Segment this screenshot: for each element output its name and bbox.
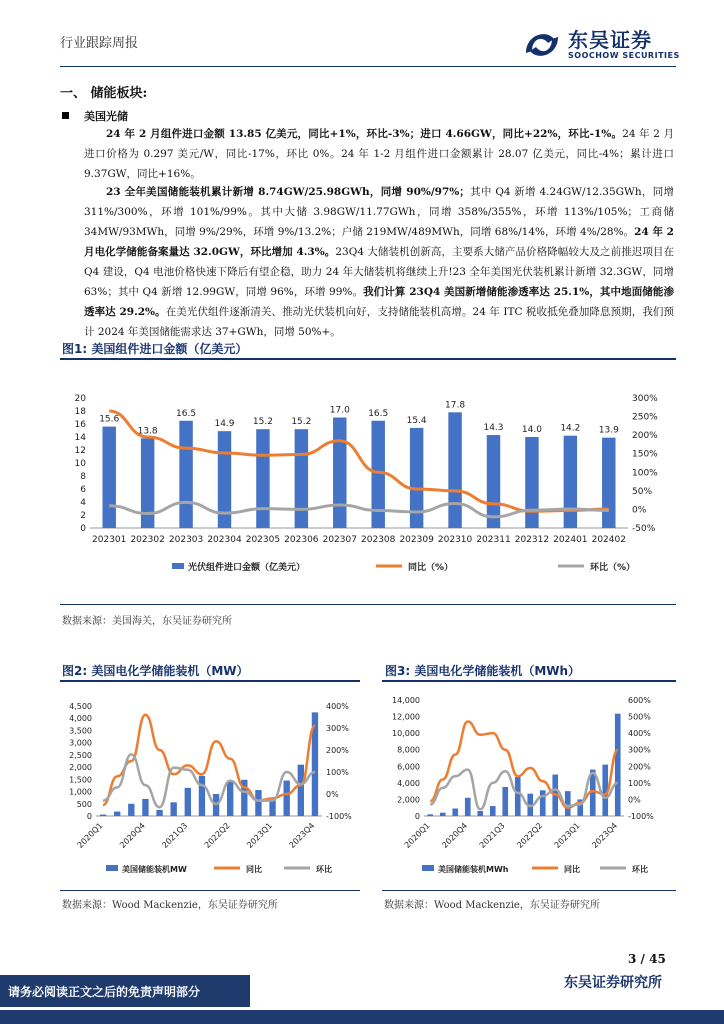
y-left-tick-label: 500 — [76, 799, 92, 809]
y-left-tick-label: 0 — [414, 812, 420, 821]
x-tick-label: 202302 — [130, 535, 165, 545]
y-left-tick-label: 12,000 — [392, 712, 420, 722]
legend-label: 同比 — [564, 865, 580, 874]
x-tick-label: 2021Q3 — [160, 821, 190, 850]
bar — [333, 418, 346, 529]
footer-disclaimer: 请务必阅读正文之后的免责声明部分 — [8, 985, 201, 999]
y-left-tick-label: 2,500 — [69, 750, 92, 760]
figure-3-title: 图3: 美国电化学储能装机（MWh） — [385, 664, 581, 678]
x-tick-label: 202402 — [591, 535, 626, 545]
p2-mid: 其中 Q4 新增 4.24GW/12.35GWh，同增 311%/300%，环增 101%/99%。其中大储 3.98GW/11.77GWh，同增 358%/355%，环增 113%/105%；工商储 34MW/93MWh，同增 9%/29%，环增 9%/13.2%；户储 219MW/489MWh，同增 68%/14%，环增 4%/28%。 — [84, 186, 675, 238]
bar — [179, 421, 192, 528]
y-right-tick-label: 600% — [628, 696, 651, 705]
y-left-tick-label: 3,000 — [69, 738, 92, 748]
x-tick-label: 2023Q1 — [552, 821, 582, 850]
page-number: 3 / 45 — [628, 952, 666, 966]
x-tick-label: 202301 — [92, 535, 127, 545]
y-left-tick-label: 6,000 — [397, 762, 420, 772]
bar — [128, 804, 134, 816]
y-right-tick-label: -50% — [632, 524, 656, 534]
y-right-tick-label: 0% — [326, 790, 339, 799]
bar — [448, 412, 461, 528]
bar — [564, 436, 577, 528]
y-left-tick-label: 3,500 — [69, 726, 92, 736]
legend-swatch — [172, 563, 184, 569]
y-right-tick-label: 500% — [628, 712, 651, 722]
bar-data-label: 15.2 — [291, 417, 312, 428]
bar-data-label: 14.9 — [214, 419, 235, 430]
x-tick-label: 2023Q1 — [245, 821, 274, 850]
bar-data-label: 13.9 — [598, 425, 619, 436]
x-tick-label: 202312 — [514, 535, 550, 545]
p2-bold-1: 23 全年美国储能装机累计新增 8.74GW/25.98GWh，同增 90%/97%； — [106, 186, 470, 198]
x-tick-label: 2020Q4 — [118, 821, 147, 850]
x-tick-label: 2022Q2 — [202, 821, 232, 850]
y-left-tick-label: 0 — [80, 524, 86, 534]
bar-data-label: 16.5 — [176, 408, 197, 419]
p1-rest: 24 年 2 月进口价格为 0.297 美元/W，同比-17%，环比 0%。24 年 1-2 月组件进口金额累计 28.07 亿美元，同比-4%；累计进口 9.37GW，同比+16%。 — [84, 128, 675, 180]
bar — [465, 798, 471, 816]
legend-label: 同比 — [246, 865, 262, 874]
figure-2-source: 数据来源：Wood Mackenzie，东吴证券研究所 — [62, 900, 278, 911]
legend-label: 环比 — [316, 865, 332, 874]
y-left-tick-label: 0 — [86, 812, 92, 821]
bar — [452, 809, 458, 816]
legend-swatch — [422, 865, 434, 871]
bar — [255, 790, 261, 816]
x-tick-label: 202303 — [168, 535, 204, 545]
x-tick-label: 2023Q4 — [287, 821, 317, 850]
p2-rest: 23Q4 大储装机创新高，主要系大储产品价格降幅较大及之前推迟项目在 Q4 建设，Q4 电池价格快速下降后有望企稳，助力 24 年大储装机将继续上升!23 全年美国光伏装机累计新增 32.3GW，同增 63%；其中 Q4 新增 12.99GW，同增 96%，环增 99%。 — [84, 246, 674, 298]
paragraph-2 — [84, 182, 674, 342]
legend-swatch — [106, 865, 118, 871]
x-tick-label: 2023Q4 — [590, 821, 620, 850]
y-left-tick-label: 2 — [80, 511, 86, 521]
bar — [256, 429, 269, 528]
y-left-tick-label: 1,500 — [69, 775, 92, 785]
bar-data-label: 16.5 — [368, 408, 389, 419]
y-left-tick-label: 10 — [74, 459, 86, 469]
y-left-tick-label: 16 — [74, 420, 86, 430]
y-left-tick-label: 12 — [74, 446, 86, 456]
footer-institute: 东吴证券研究所 — [564, 975, 662, 991]
bar — [490, 806, 496, 816]
x-tick-label: 202304 — [207, 535, 242, 545]
x-tick-label: 202311 — [476, 535, 511, 545]
y-left-tick-label: 18 — [74, 407, 86, 417]
bar — [298, 765, 304, 816]
legend-label: 环比（%） — [590, 563, 636, 573]
figure-3-source: 数据来源：Wood Mackenzie，东吴证券研究所 — [384, 900, 600, 911]
bar — [171, 802, 177, 816]
legend-label: 光伏组件进口金额（亿美元） — [188, 563, 306, 573]
bar-data-label: 14.2 — [560, 423, 581, 434]
section-title: 一、 储能板块: — [60, 86, 148, 101]
y-right-tick-label: 100% — [628, 778, 651, 788]
y-left-tick-label: 2,000 — [397, 795, 420, 805]
bar — [142, 799, 148, 816]
legend-label: 同比（%） — [408, 563, 454, 573]
legend-label: 环比 — [632, 865, 648, 874]
bar — [199, 776, 205, 816]
y-left-tick-label: 8 — [80, 472, 86, 482]
x-tick-label: 202310 — [437, 535, 473, 545]
bar — [295, 429, 308, 528]
figure-2-bottom-rule — [60, 890, 360, 891]
y-left-tick-label: 4,000 — [397, 778, 420, 788]
bar — [102, 427, 115, 528]
bar-data-label: 15.2 — [252, 417, 273, 428]
y-left-tick-label: 14,000 — [392, 696, 420, 705]
logo-text-cn: 东吴证券 — [568, 28, 652, 52]
legend-label: 美国储能装机MW — [122, 865, 187, 874]
y-right-tick-label: 200% — [632, 431, 658, 442]
figure-1-source: 数据来源：美国海关，东吴证券研究所 — [62, 616, 232, 627]
y-right-tick-label: 300% — [632, 394, 658, 404]
series-line — [430, 770, 618, 810]
y-right-tick-label: 100% — [326, 768, 349, 777]
y-right-tick-label: 0% — [628, 795, 641, 805]
y-left-tick-label: 1,000 — [69, 787, 92, 797]
paragraph-1 — [84, 124, 674, 184]
y-left-tick-label: 8,000 — [397, 745, 420, 755]
y-right-tick-label: -100% — [326, 812, 352, 821]
subsection-title: 美国光储 — [84, 110, 128, 123]
y-right-tick-label: 50% — [632, 486, 653, 497]
x-tick-label: 2020Q1 — [75, 821, 105, 850]
bar — [615, 714, 621, 816]
figure-3-bottom-rule — [382, 890, 676, 891]
bar — [525, 437, 538, 528]
bar — [284, 781, 290, 816]
x-tick-label: 2022Q2 — [515, 821, 545, 850]
x-tick-label: 202401 — [553, 535, 588, 545]
y-right-tick-label: 100% — [632, 468, 658, 479]
bullet-square-icon — [62, 112, 69, 119]
bar-data-label: 15.6 — [99, 414, 120, 425]
chart-storage-mw — [60, 688, 362, 888]
x-tick-label: 202306 — [284, 535, 319, 545]
p2-end: 在美光伏组件逐渐清关、推动光伏装机向好，支持储能装机高增。24 年 ITC 税收抵免叠加降息预期，我们预计 2024 年美国储能需求达 37+GWh，同增 50%+。 — [84, 306, 674, 338]
y-left-tick-label: 4 — [80, 498, 86, 508]
bar-data-label: 14.0 — [521, 425, 542, 435]
bar — [602, 438, 615, 528]
footer-bottom-bar — [0, 1010, 724, 1024]
y-right-tick-label: -100% — [628, 812, 654, 821]
figure-2-title: 图2: 美国电化学储能装机（MW） — [62, 664, 249, 678]
y-right-tick-label: 400% — [326, 702, 349, 711]
y-right-tick-label: 200% — [326, 746, 349, 755]
y-left-tick-label: 6 — [80, 485, 86, 495]
figure-1-title: 图1: 美国组件进口金额（亿美元） — [62, 342, 248, 356]
y-left-tick-label: 2,000 — [69, 763, 92, 773]
y-right-tick-label: 250% — [632, 412, 658, 423]
bar — [185, 788, 191, 816]
y-left-tick-label: 14 — [74, 433, 86, 443]
chart-storage-mwh — [380, 688, 678, 888]
bar — [477, 811, 483, 816]
y-right-tick-label: 400% — [628, 729, 651, 739]
figure-3-rule — [382, 680, 676, 682]
y-right-tick-label: 300% — [628, 745, 651, 755]
bar-data-label: 17.8 — [445, 400, 466, 411]
y-right-tick-label: 200% — [628, 762, 651, 772]
figure-1-rule — [60, 358, 676, 360]
chart-module-import-value — [60, 368, 676, 600]
p2-bold-3: 我们计算 23Q4 美国新增储能渗透率达 25.1%，其中地面储能渗透率达 29.2%。 — [84, 286, 674, 318]
figure-1-bottom-rule — [60, 604, 676, 605]
y-left-tick-label: 4,000 — [69, 714, 92, 724]
x-tick-label: 2020Q4 — [440, 821, 470, 850]
x-tick-label: 202309 — [399, 535, 434, 545]
x-tick-label: 2020Q1 — [402, 821, 432, 850]
y-right-tick-label: 0% — [632, 505, 647, 516]
bar — [502, 787, 508, 816]
p2-bold-2: 24 年 2 月电化学储能备案量达 32.0GW，环比增加 4.3%。 — [84, 226, 674, 258]
x-tick-label: 202305 — [245, 535, 281, 545]
soochow-logo-icon — [520, 25, 564, 65]
x-tick-label: 202308 — [361, 535, 396, 545]
header-divider — [60, 66, 676, 67]
legend-label: 美国储能装机MWh — [438, 865, 509, 874]
logo-text-en: SOOCHOW SECURITIES — [568, 51, 680, 60]
bar — [427, 814, 433, 816]
bar — [440, 813, 446, 816]
bar-data-label: 14.3 — [483, 423, 504, 434]
y-right-tick-label: 300% — [326, 724, 349, 733]
bar — [487, 435, 500, 528]
y-right-tick-label: 150% — [632, 449, 658, 460]
bar-data-label: 13.8 — [137, 426, 158, 437]
p1-bold: 24 年 2 月组件进口金额 13.85 亿美元，同比+1%，环比-3%；进口 4.66GW，同比+22%，环比-1%。 — [106, 128, 623, 140]
bar — [100, 815, 106, 816]
x-tick-label: 202307 — [322, 535, 357, 545]
bar — [156, 810, 162, 816]
bar — [227, 781, 233, 816]
y-left-tick-label: 20 — [74, 394, 86, 404]
x-tick-label: 2021Q3 — [477, 821, 507, 850]
y-left-tick-label: 10,000 — [392, 729, 420, 739]
bar — [515, 777, 521, 816]
bar — [540, 790, 546, 816]
figure-2-rule — [60, 680, 360, 682]
bar-data-label: 15.4 — [406, 415, 427, 426]
report-category: 行业跟踪周报 — [60, 36, 139, 51]
bar — [114, 812, 120, 816]
bar-data-label: 17.0 — [329, 405, 350, 416]
series-line — [430, 722, 618, 808]
y-left-tick-label: 4,500 — [69, 702, 92, 711]
